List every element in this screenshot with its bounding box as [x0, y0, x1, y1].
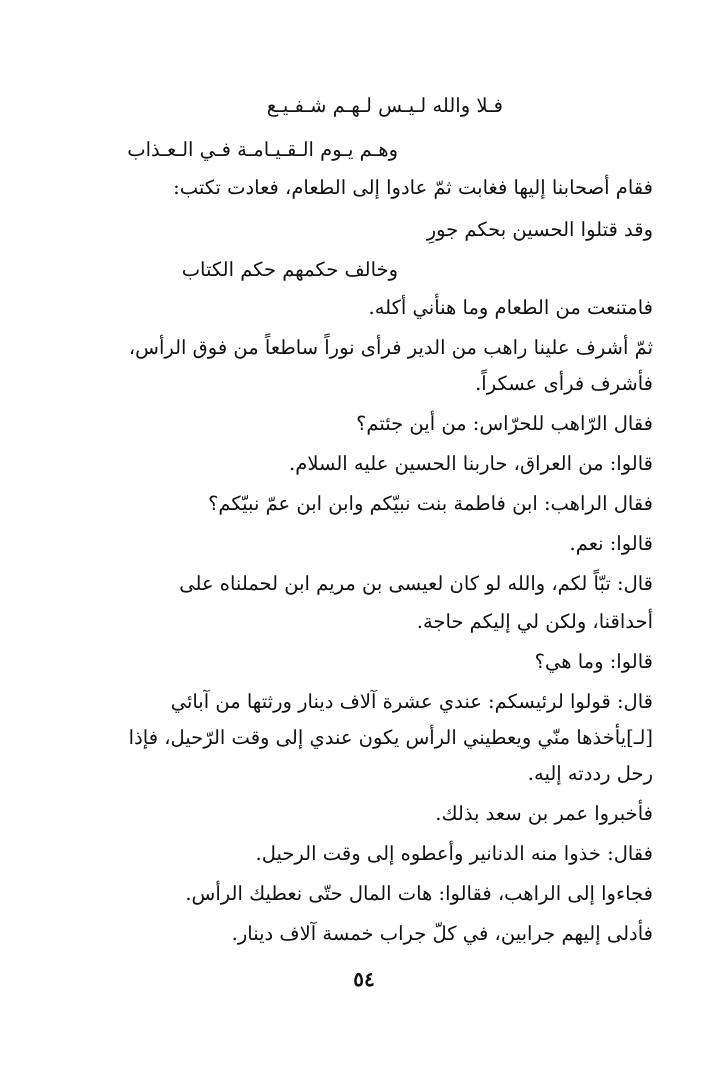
poem-verse-1: فـلا والله لـيـس لـهـم شـفـيـع	[266, 94, 503, 117]
paragraph-line: فأدلى إليهم جرابين، في كلّ جراب خمسة آلاف دينار.	[231, 922, 653, 945]
paragraph-line: فأخبروا عمر بن سعد بذلك.	[435, 802, 653, 825]
paragraph-line: فقام أصحابنا إليها فغابت ثمّ عادوا إلى الطعام، فعادت تكتب:	[173, 176, 653, 199]
paragraph-line: قالوا: من العراق، حاربنا الحسين عليه السلام.	[289, 452, 653, 475]
paragraph-line: ثمّ أشرف علينا راهب من الدير فرأى نوراً ساطعاً من فوق الرأس،	[128, 336, 653, 359]
paragraph-line: قال: قولوا لرئيسكم: عندي عشرة آلاف دينار ورثتها من آبائي	[170, 690, 653, 713]
paragraph-line: فقال الراهب: ابن فاطمة بنت نبيّكم وابن ابن عمّ نبيّكم؟	[208, 492, 653, 515]
paragraph-line: قالوا: نعم.	[569, 532, 653, 555]
paragraph-line: فجاءوا إلى الراهب، فقالوا: هات المال حتّى نعطيك الرأس.	[185, 882, 653, 905]
paragraph-line: رحل رددته إليه.	[527, 762, 653, 785]
poem-verse-4: وخالف حكمهم حكم الكتاب	[181, 258, 398, 281]
paragraph-line: فقال الرّاهب للحرّاس: من أين جئتم؟	[356, 412, 653, 435]
poem-verse-3: وقد قتلوا الحسين بحكم جورِ	[426, 218, 653, 241]
paragraph-line: فأشرف فرأى عسكراً.	[475, 372, 653, 395]
poem-verse-2: وهـم يـوم الـقـيـامـة فـي الـعـذاب	[127, 138, 398, 161]
paragraph-line: قال: تبّاً لكم، والله لو كان لعيسى بن مريم ابن لحملناه على	[179, 572, 653, 595]
paragraph-line: أحداقنا، ولكن لي إليكم حاجة.	[416, 610, 653, 633]
paragraph-line: فقال: خذوا منه الدنانير وأعطوه إلى وقت الرحيل.	[255, 842, 653, 865]
page-number: ٥٤	[353, 967, 375, 991]
paragraph-line: [لـ]يأخذها منّي ويعطيني الرأس يكون عندي إلى وقت الرّحيل، فإذا	[128, 726, 653, 749]
paragraph-line: فامتنعت من الطعام وما هنأني أكله.	[368, 296, 653, 319]
paragraph-line: قالوا: وما هي؟	[534, 650, 653, 673]
